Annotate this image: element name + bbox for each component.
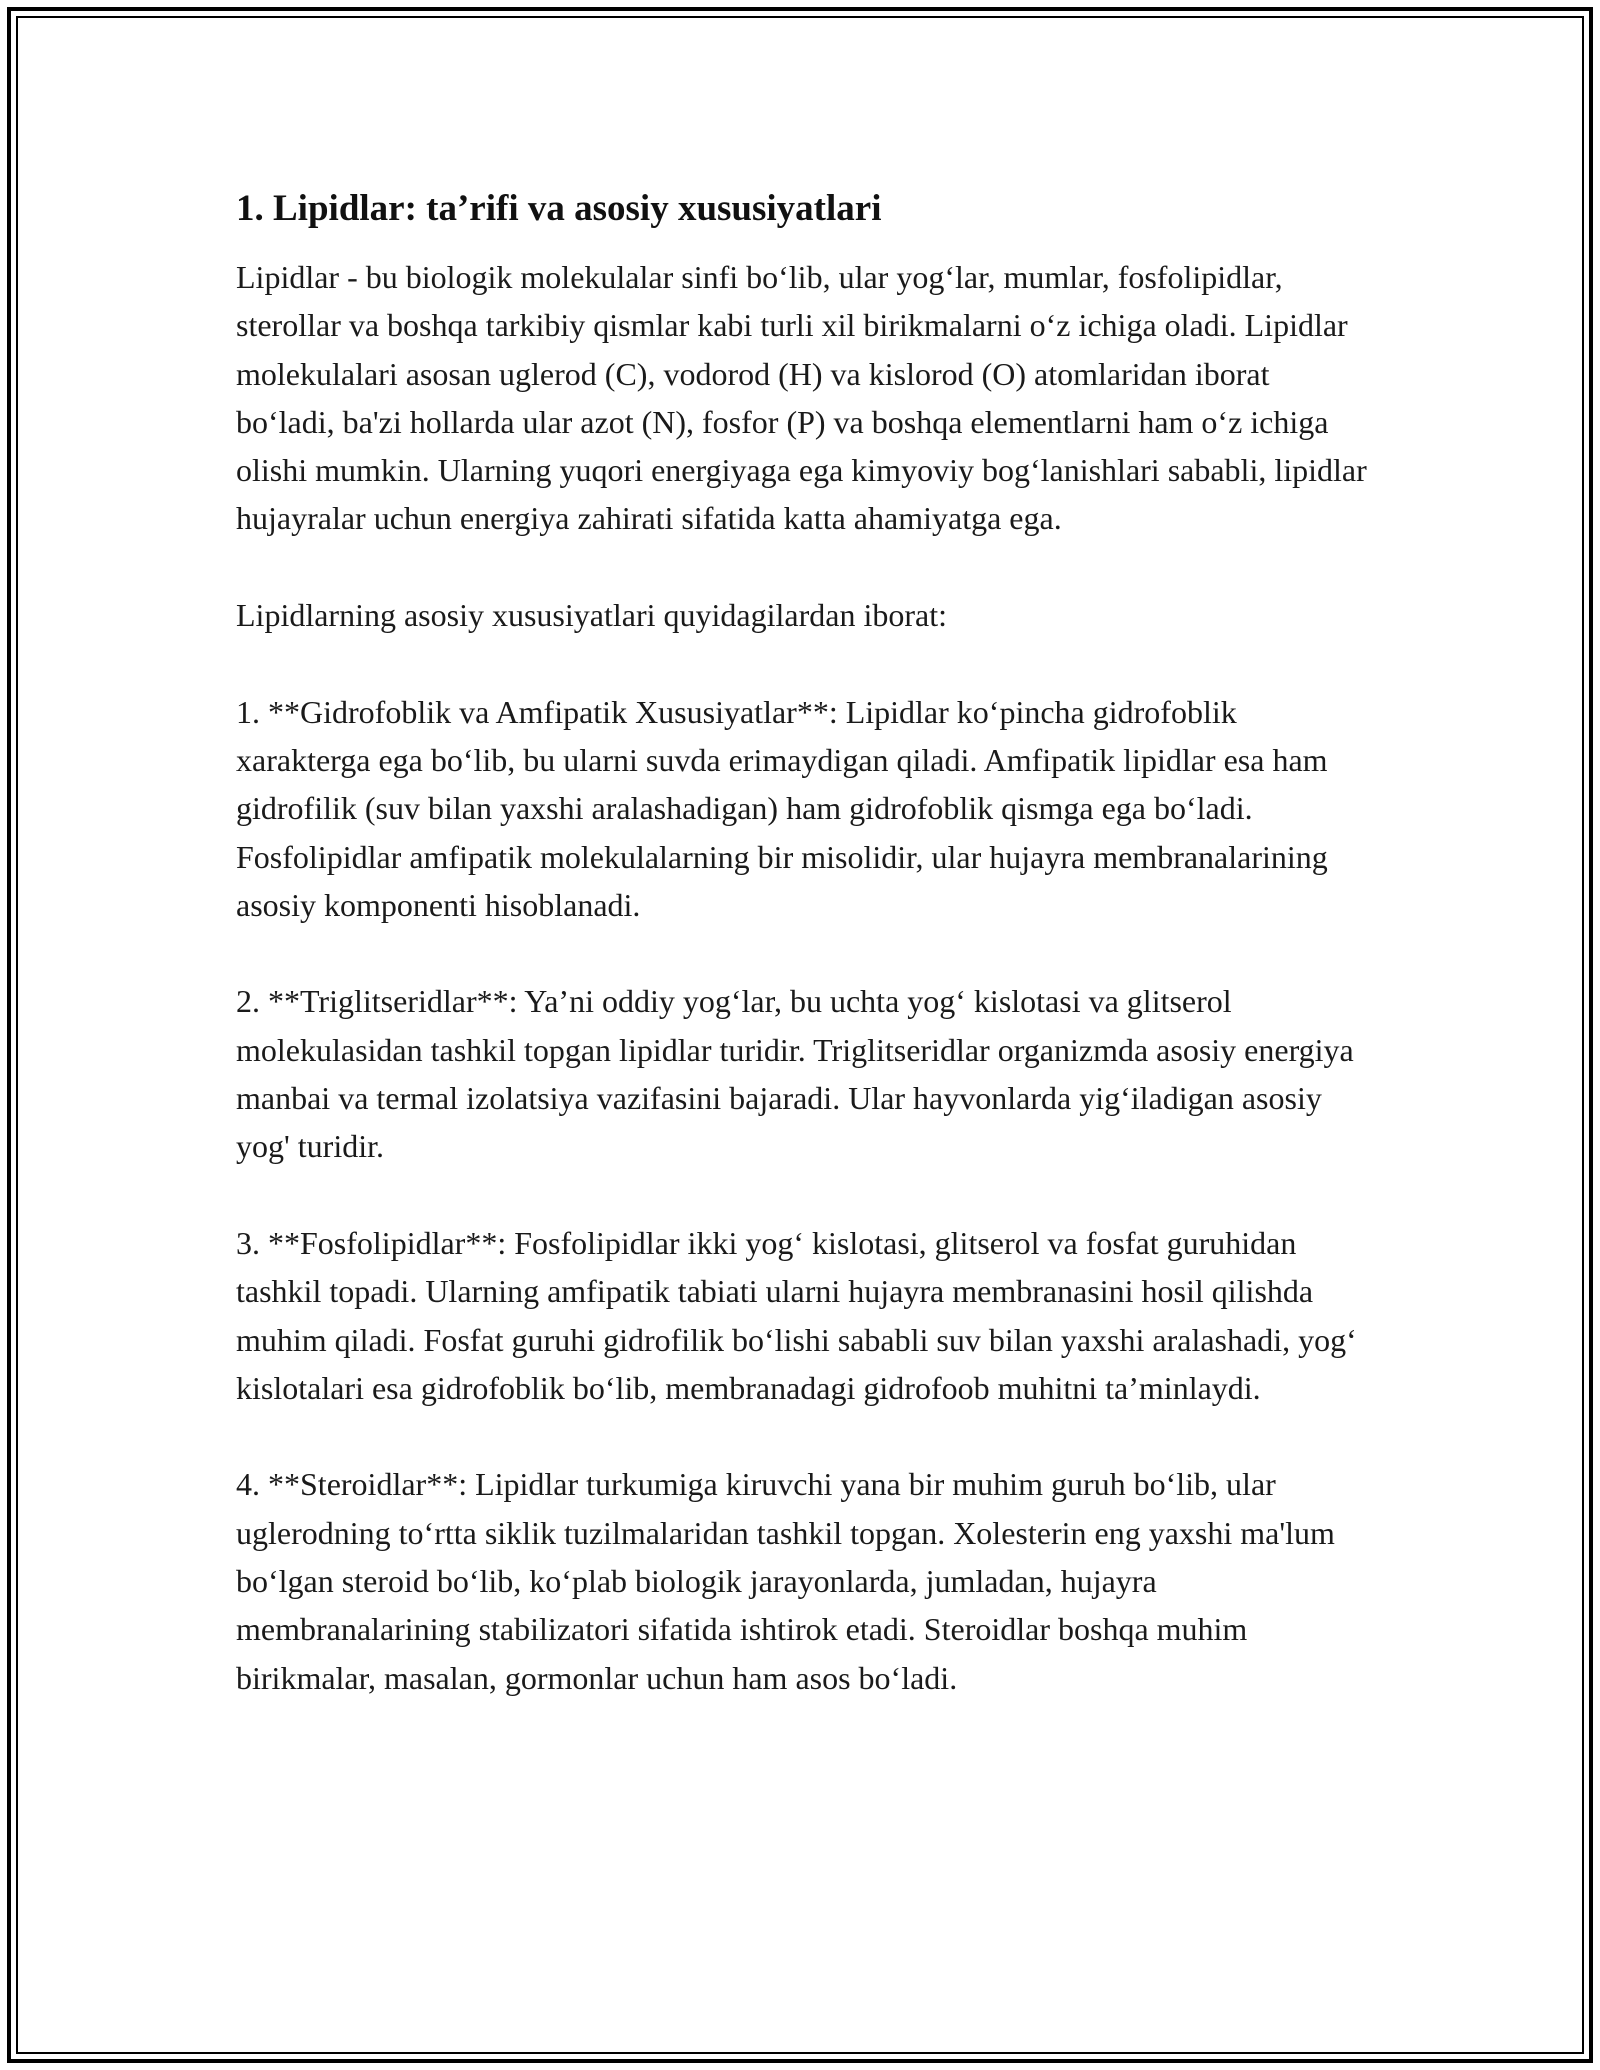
document-body	[236, 185, 1376, 1702]
section-heading: 1. Lipidlar: ta’rifi va asosiy xususiyatlari	[236, 188, 882, 229]
list-item-phospholipids: 3. **Fosfolipidlar**: Fosfolipidlar ikki yog‘ kislotasi, glitserol va fosfat guruhidan tashkil topadi. Ularning amfipatik tabiati ularni hujayra membranasini hosil qilishda muhim qiladi. Fosfat guruhi gidrofilik bo‘lishi sababli suv bilan yaxshi aralashadi, yog‘ kislotalari esa gidrofoblik bo‘lib, membranadagi gidrofoob muhitni ta’minlaydi.	[236, 1224, 1357, 1406]
paragraph-properties-lead: Lipidlarning asosiy xususiyatlari quyidagilardan iborat:	[236, 597, 947, 634]
list-item-triglycerides: 2. **Triglitseridlar**: Ya’ni oddiy yog‘lar, bu uchta yog‘ kislotasi va glitserol molekulasidan tashkil topgan lipidlar turidir. Triglitseridlar organizmda asosiy energiya manbai va termal izolatsiya vazifasini bajaradi. Ular hayvonlarda yig‘iladigan asosiy yog' turidir.	[236, 983, 1354, 1165]
paragraph-intro: Lipidlar - bu biologik molekulalar sinfi bo‘lib, ular yog‘lar, mumlar, fosfolipidlar, sterollar va boshqa tarkibiy qismlar kabi turli xil birikmalarni o‘z ichiga oladi. Lipidlar molekulalari asosan uglerod (C), vodorod (H) va kislorod (O) atomlaridan iborat bo‘ladi, ba'zi hollarda ular azot (N), fosfor (P) va boshqa elementlarni ham o‘z ichiga olishi mumkin. Ularning yuqori energiyaga ega kimyoviy bog‘lanishlari sababli, lipidlar hujayralar uchun energiya zahirati sifatida katta ahamiyatga ega.	[236, 259, 1367, 537]
list-item-hydrophobic: 1. **Gidrofoblik va Amfipatik Xususiyatlar**: Lipidlar ko‘pincha gidrofoblik xarakterga ega bo‘lib, bu ularni suvda erimaydigan qiladi. Amfipatik lipidlar esa ham gidrofilik (suv bilan yaxshi aralashadigan) ham gidrofoblik qismga ega bo‘ladi. Fosfolipidlar amfipatik molekulalarning bir misolidir, ular hujayra membranalarining asosiy komponenti hisoblanadi.	[236, 693, 1328, 923]
list-item-steroids: 4. **Steroidlar**: Lipidlar turkumiga kiruvchi yana bir muhim guruh bo‘lib, ular uglerodning to‘rtta siklik tuzilmalaridan tashkil topgan. Xolesterin eng yaxshi ma'lum bo‘lgan steroid bo‘lib, ko‘plab biologik jarayonlarda, jumladan, hujayra membranalarining stabilizatori sifatida ishtirok etadi. Steroidlar boshqa muhim birikmalar, masalan, gormonlar uchun ham asos bo‘ladi.	[236, 1466, 1335, 1696]
